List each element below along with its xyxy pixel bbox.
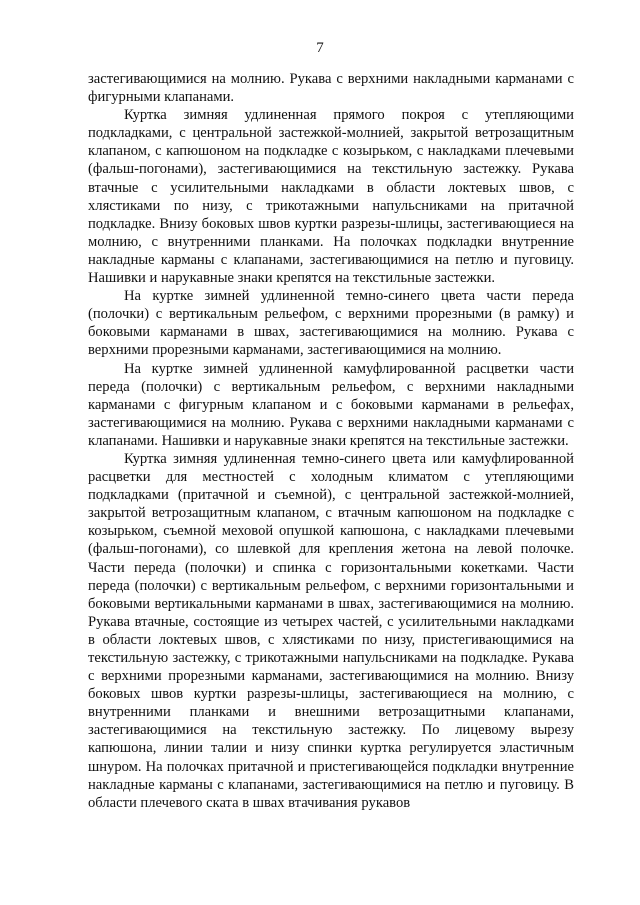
paragraph: застегивающимися на молнию. Рукава с верхними накладными карманами с фигурными клапанами. xyxy=(88,71,574,106)
paragraph: На куртке зимней удлиненной темно-синего цвета части переда (полочки) с вертикальным рельефом, с верхними прорезными (в рамку) и боковыми карманами в швах, застегивающимися на молнию. Рукава с верхними прорезными карманами, застегивающимися на молнию. xyxy=(88,288,574,359)
page-number: 7 xyxy=(316,40,324,56)
paragraph: Куртка зимняя удлиненная темно-синего цвета или камуфлированной расцветки для местностей с холодным климатом с утепляющими подкладками (притачной и съемной), с центральной застежкой-молнией, закрытой ветрозащитным клапаном, с втачным капюшоном на подкладке с козырьком, съемной меховой опушкой капюшона, с накладками плечевыми (фальш-погонами), со шлевкой для крепления жетона на левой полочке. Части переда (полочки) и спинка с горизонтальными кокетками. Части переда (полочки) с вертикальным рельефом, с верхними горизонтальными и боковыми вертикальными карманами в швах, застегивающимися на молнию. Рукава втачные, состоящие из четырех частей, с усилительными накладками в области локтевых швов, с хлястиками по низу, пристегивающимися на текстильную застежку, с трикотажными напульсниками на подкладке. Рукава с верхними прорезными карманами, застегивающимися на молнию. Внизу боковых швов куртки разрезы-шлицы, застегивающиеся на молнию, с внутренними планками и внешними ветрозащитными клапанами, застегивающимися на текстильную застежку. По лицевому вырезу капюшона, линии талии и низу спинки куртка регулируется эластичным шнуром. На полочках притачной и пристегивающейся подкладки внутренние накладные карманы с клапанами, застегивающимися на петлю и пуговицу. В области плечевого ската в швах втачивания рукавов xyxy=(88,450,574,811)
paragraph: На куртке зимней удлиненной камуфлированной расцветки части переда (полочки) с вертикальным рельефом, с верхними накладными карманами с фигурным клапаном и с боковыми карманами в рельефах, застегивающимися на молнию. Рукава с верхними накладными карманами с клапанами. Нашивки и нарукавные знаки крепятся на текстильные застежки. xyxy=(88,360,574,449)
document-body xyxy=(88,70,574,812)
paragraph: Куртка зимняя удлиненная прямого покроя с утепляющими подкладками, с центральной застежкой-молнией, закрытой ветрозащитным клапаном, с капюшоном на подкладке с козырьком, с накладками плечевыми (фальш-погонами), застегивающимися на текстильную застежку. Рукава втачные с усилительными накладками в области локтевых швов, с хлястиками по низу, с трикотажными напульсниками на притачной подкладке. Внизу боковых швов куртки разрезы-шлицы, застегивающиеся на молнию, с внутренними планками. На полочках подкладки внутренние накладные карманы с клапанами, застегивающимися на петлю и пуговицу. Нашивки и нарукавные знаки крепятся на текстильные застежки. xyxy=(88,107,574,287)
